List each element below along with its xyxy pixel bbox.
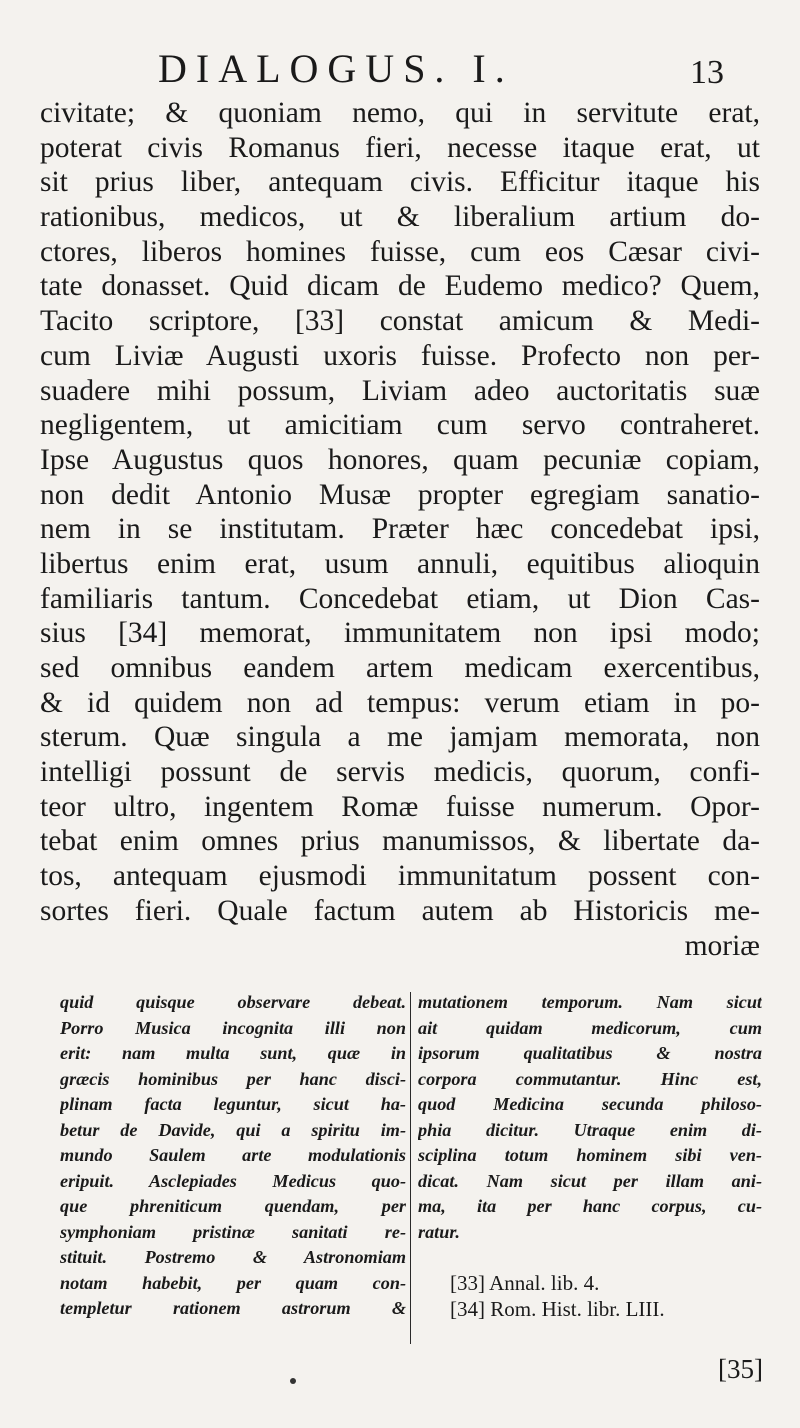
text-line: tate donasset. Quid dicam de Eudemo medico? Quem, [40, 270, 760, 303]
text-line: sortes fieri. Quale factum autem ab Historicis me- [40, 894, 760, 927]
text-line: teor ultro, ingentem Romæ fuisse numerum. Opor- [40, 790, 760, 823]
note-line: erit: nam multa sunt, quæ in [60, 1043, 406, 1063]
note-line: templetur rationem astrorum & [60, 1298, 406, 1318]
note-line: betur de Davide, qui a spiritu im- [60, 1119, 406, 1140]
note-line: eripuit. Asclepiades Medicus quo- [60, 1170, 406, 1191]
note-line: stituit. Postremo & Astronomiam [60, 1247, 406, 1267]
text-line: cum Liviæ Augusti uxoris fuisse. Profecto non per- [40, 339, 760, 372]
text-line: sit prius liber, antequam civis. Efficitur itaque his [40, 166, 760, 199]
text-line: Tacito scriptore, [33] constat amicum & Medi- [40, 305, 760, 338]
note-line: ait quidam medicorum, cum [418, 1017, 762, 1038]
note-line: ratur. [418, 1221, 460, 1242]
text-line: sed omnibus eandem artem medicam exercentibus, [40, 652, 760, 684]
text-line: civitate; & quoniam nemo, qui in servitute erat, [40, 97, 760, 129]
note-line: quid quisque observare debeat. [60, 992, 406, 1012]
note-line: plinam facta leguntur, sicut ha- [60, 1094, 406, 1114]
text-line: intelligi possunt de servis medicis, quorum, confi- [40, 756, 760, 789]
text-line: poterat civis Romanus fieri, necesse itaque erat, ut [40, 131, 760, 164]
text-line: rationibus, medicos, ut & liberalium artium do- [40, 201, 760, 234]
main-text-block [40, 96, 760, 963]
text-line: familiaris tantum. Concedebat etiam, ut Dion Cas- [40, 582, 760, 615]
note-line: Porro Musica incognita illi non [60, 1017, 406, 1038]
reference-33: [33] Annal. lib. 4. [450, 1271, 600, 1295]
note-line: ma, ita per hanc corpus, cu- [418, 1196, 762, 1216]
text-line: non dedit Antonio Musæ propter egregiam sanatio- [40, 478, 760, 511]
note-line: ipsorum qualitatibus & nostra [418, 1043, 762, 1063]
text-line: suadere mihi possum, Liviam adeo auctoritatis suæ [40, 374, 760, 407]
text-line: nem in se institutam. Præter hæc concedebat ipsi, [40, 513, 760, 546]
text-line: sius [34] memorat, immunitatem non ipsi modo; [40, 617, 760, 650]
footnotes [0, 990, 800, 1350]
note-line: quod Medicina secunda philoso- [418, 1094, 762, 1114]
note-line: sciplina totum hominem sibi ven- [418, 1145, 762, 1165]
reference-34: [34] Rom. Hist. libr. LIII. [450, 1297, 665, 1321]
text-line: tos, antequam ejusmodi immunitatum possent con- [40, 860, 760, 893]
note-line: notam habebit, per quam con- [60, 1272, 406, 1293]
note-line: mutationem temporum. Nam sicut [418, 992, 762, 1012]
note-line: phia dicitur. Utraque enim di- [418, 1119, 762, 1140]
printer-dot [290, 1378, 296, 1384]
text-line: sterum. Quæ singula a me jamjam memorata, non [40, 721, 760, 754]
text-line: negligentem, ut amicitiam cum servo contraheret. [40, 409, 760, 442]
note-line: mundo Saulem arte modulationis [60, 1145, 406, 1165]
text-line: tebat enim omnes prius manumissos, & libertate da- [40, 825, 760, 858]
text-line: libertus enim erat, usum annuli, equitibus alioquin [40, 547, 760, 580]
catchword: moriæ [684, 929, 760, 962]
running-head [0, 44, 800, 94]
footnote-column-left [60, 990, 406, 1322]
note-line: dicat. Nam sicut per illam ani- [418, 1170, 762, 1191]
page-number: 13 [690, 54, 724, 91]
note-line: græcis hominibus per hanc disci- [60, 1068, 406, 1089]
running-title: DIALOGUS. I. [158, 46, 514, 91]
note-line: que phreniticum quendam, per [60, 1196, 406, 1216]
text-line: Ipse Augustus quos honores, quam pecuniæ copiam, [40, 443, 760, 476]
note-line: corpora commutantur. Hinc est, [418, 1068, 762, 1089]
column-divider [410, 992, 411, 1344]
footnote-column-right [418, 990, 762, 1245]
note-line: symphoniam pristinæ sanitati re- [60, 1221, 406, 1242]
signature-mark: [35] [718, 1354, 763, 1384]
text-line: & id quidem non ad tempus: verum etiam in po- [40, 686, 760, 719]
citation-references [450, 1270, 770, 1322]
text-line: ctores, liberos homines fuisse, cum eos Cæsar civi- [40, 235, 760, 268]
